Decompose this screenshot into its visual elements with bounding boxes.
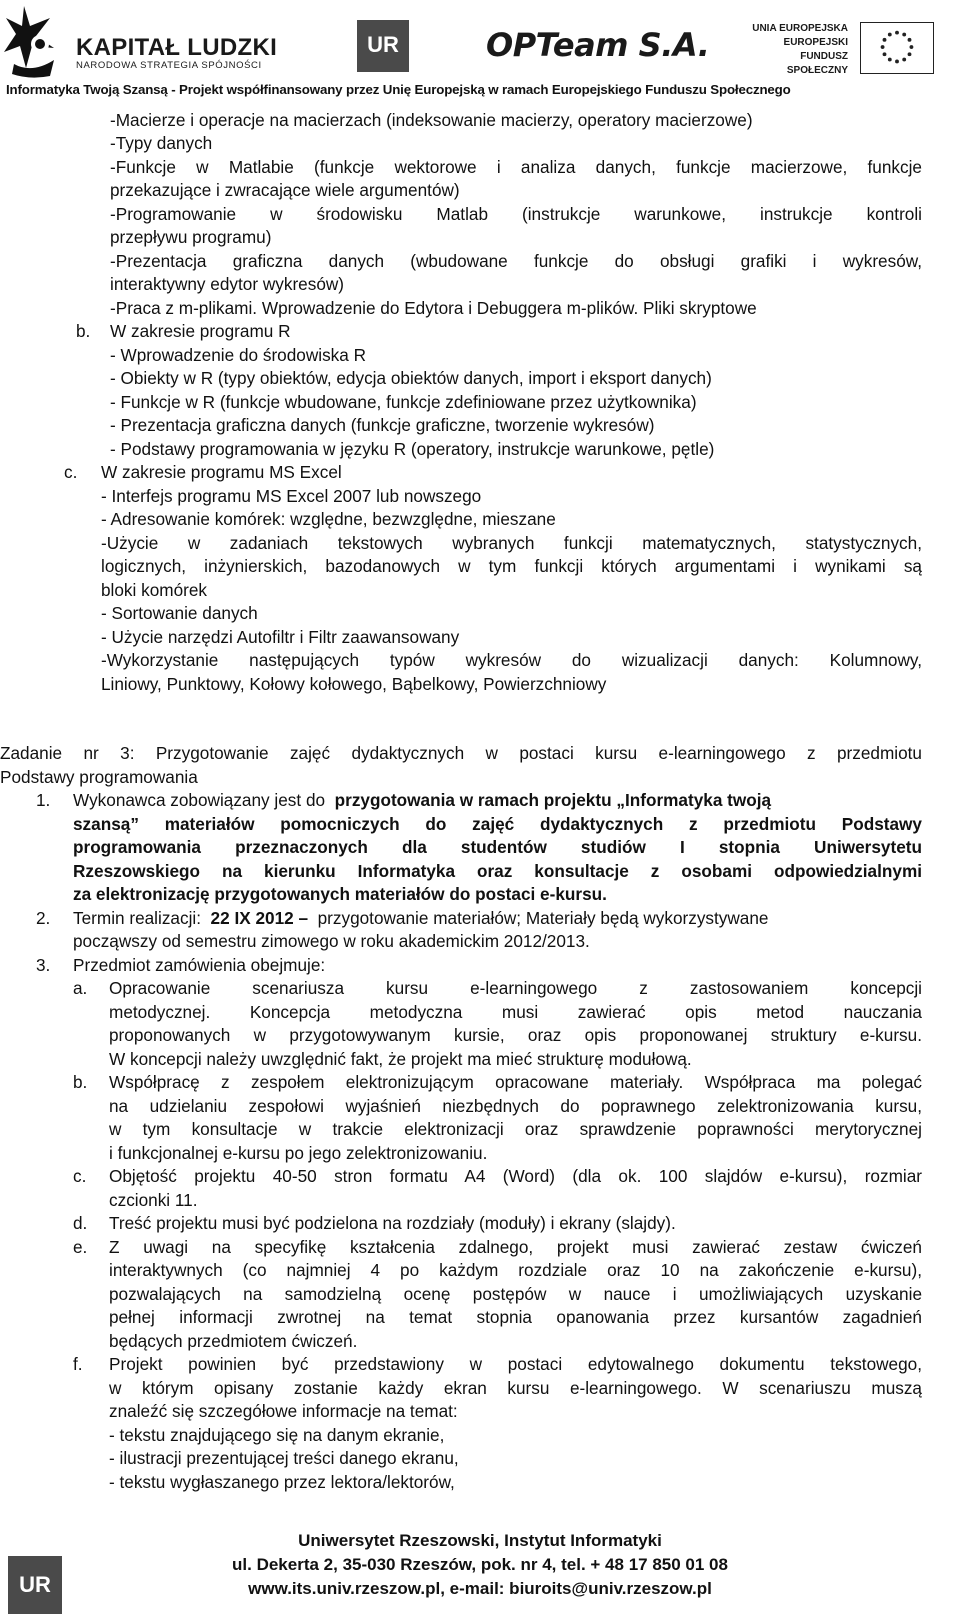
item-2-rest: przygotowanie materiałów; Materiały będą wykorzystywane [317,908,769,928]
section-a-line: -Praca z m-plikami. Wprowadzenie do Edytora i Debuggera m-plików. Pliki skryptowe [110,298,757,318]
item-3c-marker: c. [73,1166,87,1186]
section-a-line: przekazujące i zwracające wiele argumentów) [110,180,460,200]
item-3e-line: pełnej informacji zwrotnej na temat stopnia opanowania przez kursantów zagadnień [109,1307,922,1327]
item-3a-line: proponowanych w przygotowywanym kursie, oraz opis proponowanej struktury e-kursu. [109,1025,922,1045]
ur-logo-text: UR [367,32,399,57]
section-c-line: bloki komórek [101,580,208,600]
item-3e-line: Z uwagi na specyfikę kształcenia zdalnego, projekt musi zawierać zestaw ćwiczeń [109,1237,922,1257]
item-3a-line: W koncepcji należy uwzględnić fakt, że projekt ma mieć strukturę modułową. [109,1049,692,1069]
page-header [0,0,960,106]
section-c-line: -Wykorzystanie następujących typów wykresów do wizualizacji danych: Kolumnowy, [101,650,922,670]
item-2-line: począwszy od semestru zimowego w roku akademickim 2012/2013. [73,931,590,951]
project-banner: Informatyka Twoją Szansą - Projekt współfinansowany przez Unię Europejską w ramach Europejskiego Funduszu Społecznego [6,82,791,97]
footer-ur-logo [8,1556,62,1614]
item-3e-line: będących przedmiotem ćwiczeń. [109,1331,358,1351]
eu-logo-text [748,22,848,78]
item-3a-marker: a. [73,978,88,998]
section-b-marker: b. [76,321,91,341]
item-3a-line: Opracowanie scenariusza kursu e-learningowego z zastosowaniem koncepcji [109,978,922,998]
footer-ur-logo-text: UR [19,1572,51,1597]
item-3f-line: w którym opisany zostanie każdy ekran kursu e-learningowego. W scenariuszu muszą [109,1378,922,1398]
item-1-line-first [73,788,771,812]
item-3f-line: Projekt powinien być przedstawiony w postaci edytowalnego dokumentu tekstowego, [109,1354,922,1374]
item-2-marker: 2. [36,908,51,928]
item-1-bold-line: Rzeszowskiego na kierunku Informatyka oraz konsultacje z osobami odpowiedzialnymi [73,861,922,881]
kapital-ludzki-title: KAPITAŁ LUDZKI [76,34,278,61]
section-c-marker: c. [64,462,78,482]
item-3e-line: pozwalających na samodzielną ocenę postępów w nauce i umożliwiających uzyskanie [109,1284,922,1304]
kapital-ludzki-star-icon [4,4,62,80]
section-a-line: -Typy danych [110,133,213,153]
section-a-line: przepływu programu) [110,227,272,247]
item-2-prefix: Termin realizacji: [73,908,201,928]
item-1-bold-line: programowania przeznaczonych dla studentów studiów I stopnia Uniwersytetu [73,837,922,857]
item-3d-marker: d. [73,1213,88,1233]
item-3f-line: - tekstu wygłaszanego przez lektora/lektorów, [109,1472,455,1492]
item-3b-line: na udzielaniu zespołowi wyjaśnień niezbędnych do poprawnego zelektronizowania kursu, [109,1096,922,1116]
item-1-bold-line: szansą” materiałów pomocniczych do zajęć dydaktycznych z przedmiotu Podstawy [73,814,922,834]
footer-line: Uniwersytet Rzeszowski, Instytut Informatyki [298,1531,662,1550]
eu-line-1: UNIA EUROPEJSKA [752,23,848,34]
kapital-ludzki-subtitle: NARODOWA STRATEGIA SPÓJNOŚCI [76,60,262,71]
item-3-marker: 3. [36,955,51,975]
section-b-item: - Podstawy programowania w języku R (operatory, instrukcje warunkowe, pętle) [110,439,715,459]
item-3d-line: Treść projektu musi być podzielona na rozdziały (moduły) i ekrany (slajdy). [109,1213,676,1233]
task-3-line: Zadanie nr 3: Przygotowanie zajęć dydaktycznych w postaci kursu e-learningowego z przedmiotu [0,743,922,763]
eu-logo [748,18,948,78]
section-a-line: -Prezentacja graficzna danych (wbudowane funkcje do obsługi grafiki i wykresów, [110,251,922,271]
section-c-line: - Interfejs programu MS Excel 2007 lub nowszego [101,486,482,506]
item-3b-line: i funkcjonalnej e-kursu po jego zelektronizowaniu. [109,1143,488,1163]
section-c-title: W zakresie programu MS Excel [101,462,342,482]
section-b-item: - Funkcje w R (funkcje wbudowane, funkcje zdefiniowane przez użytkownika) [110,392,697,412]
item-3b-marker: b. [73,1072,88,1092]
section-a-line: -Funkcje w Matlabie (funkcje wektorowe i analiza danych, funkcje macierzowe, funkcje [110,157,922,177]
item-2-date: 22 IX 2012 – [210,908,309,928]
item-3b-line: w tym konsultacje w trakcie elektronizacji oraz sprawdzenie poprawności merytorycznej [109,1119,922,1139]
section-a-line: interaktywny edytor wykresów) [110,274,345,294]
item-3f-line: znaleźć się szczegółowe informacje na temat: [109,1401,458,1421]
section-a-line: -Macierze i operacje na macierzach (indeksowanie macierzy, operatory macierzowe) [110,110,753,130]
item-2-line-first [73,906,768,930]
item-3c-line: czcionki 11. [109,1190,198,1210]
item-1-bold-line: za elektronizację przygotowanych materiałów do postaci e-kursu. [73,884,607,904]
section-c-line: logicznych, inżynierskich, bazodanowych w tym funkcji których argumentami i wynikami są [101,556,922,576]
item-1-marker: 1. [36,790,51,810]
eu-line-3: FUNDUSZ SPOŁECZNY [786,51,848,76]
section-b-item: - Prezentacja graficzna danych (funkcje graficzne, tworzenie wykresów) [110,415,655,435]
footer-line: ul. Dekerta 2, 35-030 Rzeszów, pok. nr 4, tel. + 48 17 850 01 08 [232,1555,728,1574]
eu-line-2: EUROPEJSKI [783,37,848,48]
item-3-title: Przedmiot zamówienia obejmuje: [73,955,326,975]
eu-flag-icon [860,22,934,74]
task-3-line: Podstawy programowania [0,767,198,787]
opteam-logo: OPTeam S.A. [486,26,710,64]
item-3f-line: - ilustracji prezentującej treści danego ekranu, [109,1448,459,1468]
item-3e-line: interaktywnych (co najmniej 4 po każdym rozdziale oraz 10 na zakończenie e-kursu), [109,1260,922,1280]
section-c-line: Liniowy, Punktowy, Kołowy kołowego, Bąbelkowy, Powierzchniowy [101,674,607,694]
kapital-ludzki-logo [4,4,334,80]
item-1-plain: Wykonawca zobowiązany jest do [73,790,326,810]
section-b-item: - Wprowadzenie do środowiska R [110,345,367,365]
item-3b-line: Współpracę z zespołem elektronizującym opracowane materiały. Współpraca ma polegać [109,1072,922,1092]
section-c-line: - Sortowanie danych [101,603,258,623]
item-3c-line: Objętość projektu 40-50 stron formatu A4 (Word) (dla ok. 100 slajdów e-kursu), rozmiar [109,1166,922,1186]
section-b-title: W zakresie programu R [110,321,291,341]
section-c-line: -Użycie w zadaniach tekstowych wybranych funkcji matematycznych, statystycznych, [101,533,922,553]
section-c-line: - Użycie narzędzi Autofiltr i Filtr zaawansowany [101,627,460,647]
footer-line: www.its.univ.rzeszow.pl, e-mail: biuroits@univ.rzeszow.pl [248,1579,712,1598]
section-c-line: - Adresowanie komórek: względne, bezwzględne, mieszane [101,509,556,529]
section-a-line: -Programowanie w środowisku Matlab (instrukcje warunkowe, instrukcje kontroli [110,204,922,224]
item-3f-marker: f. [73,1354,83,1374]
section-b-item: - Obiekty w R (typy obiektów, edycja obiektów danych, import i eksport danych) [110,368,712,388]
item-3e-marker: e. [73,1237,88,1257]
item-3f-line: - tekstu znajdującego się na danym ekranie, [109,1425,445,1445]
ur-logo [357,20,409,72]
item-3a-line: metodycznej. Koncepcja metodyczna musi zawierać opis metod nauczania [109,1002,922,1022]
item-1-bold-start: przygotowania w ramach projektu „Informatyka twoją [334,790,772,810]
